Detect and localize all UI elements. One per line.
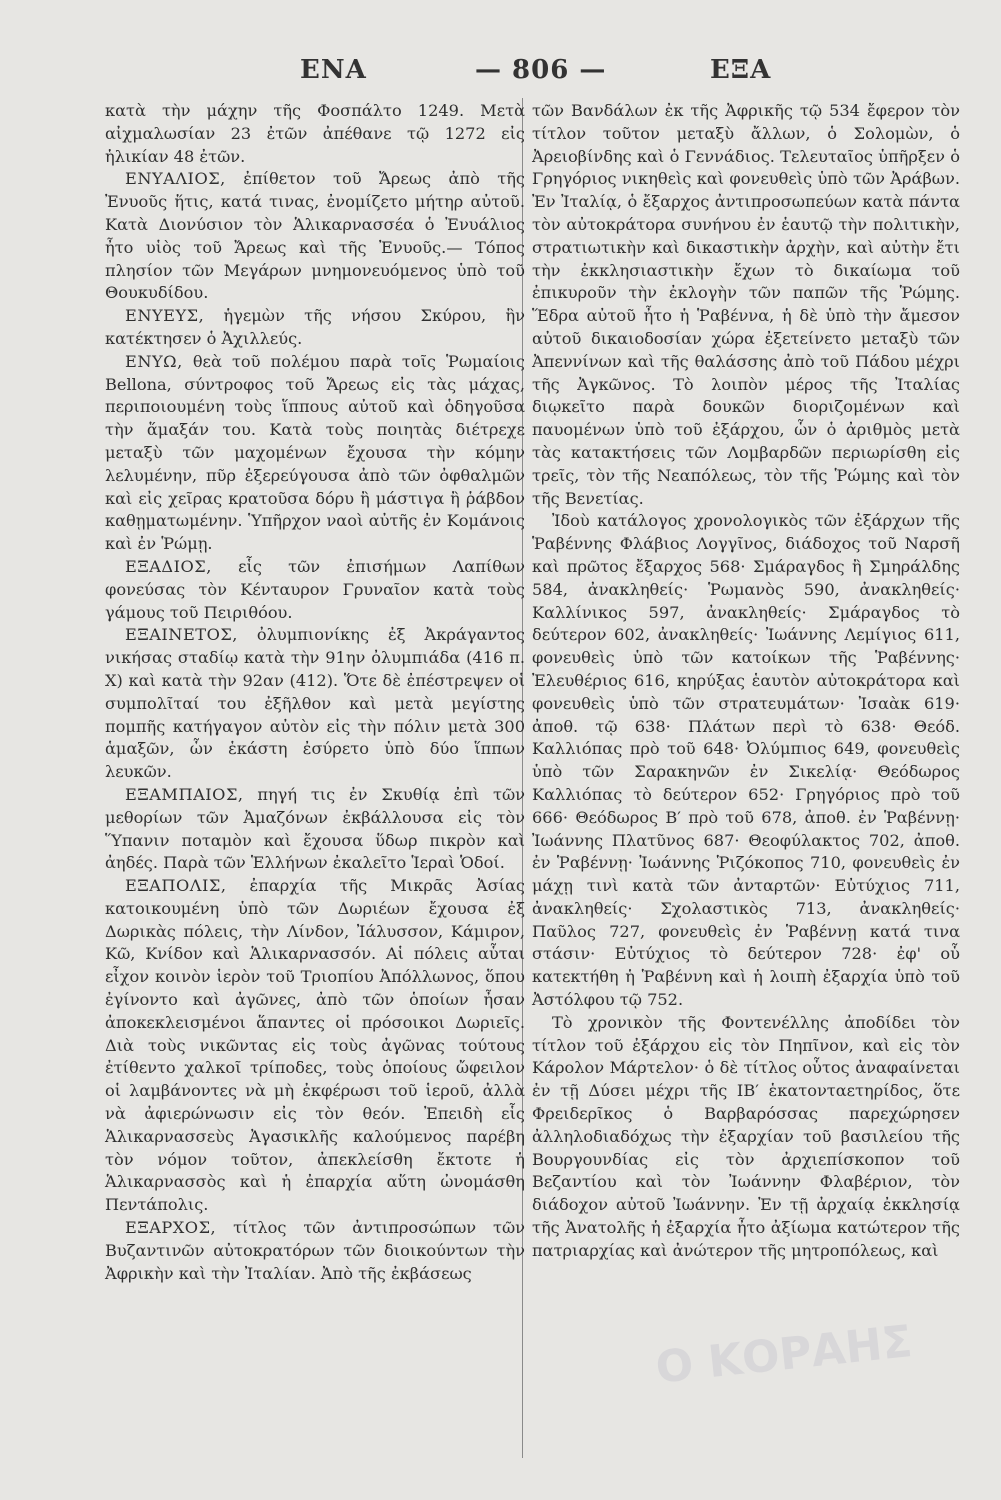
entry-text: τίτλος τῶν ἀντιπροσώπων τῶν Βυζαντινῶν αὐτοκρατόρων τῶν διοικούντων τὴν Ἀφρικὴν καὶ τὴν Ἰταλίαν. Ἀπὸ τῆς ἐκβάσεως: [105, 1218, 525, 1283]
entry-enyo: [105, 351, 525, 556]
entry-text: ἐπαρχία τῆς Μικρᾶς Ἀσίας κατοικουμένη ὑπὸ τῶν Δωριέων ἔχουσα ἐξ Δωρικὰς πόλεις, τὴν Λίνδον, Ἰάλυσσον, Κάμιρον, Κῶ, Κνίδον καὶ Ἁλικαρνασσόν. Αἱ πόλεις αὗται εἶχον κοινὸν ἱερὸν τοῦ Τριοπίου Ἀπόλλωνος, ὅπου ἐγίνοντο καὶ ἀγῶνες, ἀπὸ τῶν ὁποίων ἦσαν ἀποκεκλεισμένοι ἅπαντες οἱ πρόσοικοι Δωριεῖς. Διὰ τοὺς νικῶντας εἰς τοὺς ἀγῶνας τούτους ἐτίθεντο χαλκοῖ τρίποδες, τοὺς ὁποίους ὤφειλον οἱ λαμβάνοντες νὰ μὴ ἐκφέρωσι τοῦ ἱεροῦ, ἀλλὰ νὰ ἀφιερώνωσιν εἰς τὸν θεόν. Ἐπειδὴ εἷς Ἁλικαρνασσεὺς Ἀγασικλῆς καλούμενος παρέβη τὸν νόμον τοῦτον, ἀπεκλείσθη ἔκτοτε ἡ Ἁλικαρνασσὸς καὶ ἡ ἐπαρχία αὕτη ὠνομάσθη Πεντάπολις.: [105, 876, 525, 1215]
page-number: — 806 —: [475, 55, 607, 85]
entry-heading: ΕΝΥΑΛΙΟΣ,: [125, 169, 226, 189]
entry-heading: ΕΞΑΔΙΟΣ,: [125, 556, 212, 576]
entry-exapolis: [105, 875, 525, 1217]
header-left-keyword: ΕΝΑ: [300, 55, 367, 85]
paragraph-exarchs-continued: τῶν Βανδάλων ἐκ τῆς Ἀφρικῆς τῷ 534 ἔφερον τὸν τίτλον τοῦτον μεταξὺ ἄλλων, ὁ Σολομὼν, ὁ Ἀρειοβίνδης καὶ ὁ Γεννάδιος. Τελευταῖος ὑπῆρξεν ὁ Γρηγόριος νικηθεὶς καὶ φονευθεὶς ὑπὸ τῶν Ἀράβων. Ἐν Ἰταλίᾳ, ὁ ἔξαρχος ἀντιπροσωπεύων κατὰ πάντα τὸν αὐτοκράτορα συνήνου ἐν ἑαυτῷ τὴν πολιτικὴν, στρατιωτικὴν καὶ δικαστικὴν ἀρχὴν, καὶ αὐτὴν ἔτι τὴν ἐκκλησιαστικὴν ἔχων τὸ δικαίωμα τοῦ ἐπικυροῦν τὴν ἐκλογὴν τῶν παπῶν τῆς Ῥώμης. Ἕδρα αὐτοῦ ἦτο ἡ Ῥαβέννα, ἡ δὲ ὑπὸ τὴν ἄμεσον αὐτοῦ δικαιοδοσίαν χώρα ἐξετείνετο μεταξὺ τῶν Ἀπεννίνων καὶ τῆς θαλάσσης ἀπὸ τοῦ Πάδου μέχρι τῆς Ἀγκῶνος. Τὸ λοιπὸν μέρος τῆς Ἰταλίας διῳκεῖτο παρὰ δουκῶν διοριζομένων καὶ παυομένων ὑπὸ τοῦ ἐξάρχου, ὧν ὁ ἀριθμὸς μετὰ τὰς κατακτήσεις τῶν Λομβαρδῶν περιωρίσθη εἰς τρεῖς, τὸν τῆς Νεαπόλεως, τὸν τῆς Ῥώμης καὶ τὸν τῆς Βενετίας.: [532, 101, 960, 508]
entry-heading: ΕΝΥΩ,: [125, 351, 183, 371]
entry-heading: ΕΞΑΜΠΑΙΟΣ,: [125, 784, 244, 804]
entry-exainetos: [105, 624, 525, 784]
entry-text: ἐπίθετον τοῦ Ἄρεως ἀπὸ τῆς Ἐνυοῦς ἥτις, κατά τινας, ἐνομίζετο μήτηρ αὐτοῦ. Κατὰ Διονύσιον τὸν Ἁλικαρνασσέα ὁ Ἐνυάλιος ἦτο υἱὸς τοῦ Ἄρεως καὶ τῆς Ἐνυοῦς.— Τόπος πλησίον τῶν Μεγάρων μνημονευόμενος ὑπὸ τοῦ Θουκυδίδου.: [105, 169, 525, 303]
entry-heading: ΕΞΑΠΟΛΙΣ,: [125, 876, 227, 896]
entry-text: ἡγεμὼν τῆς νήσου Σκύρου, ἣν κατέκτησεν ὁ Ἀχιλλεύς.: [105, 306, 525, 348]
paragraph-fontenelle: Τὸ χρονικὸν τῆς Φοντενέλλης ἀποδίδει τὸν τίτλον τοῦ ἐξάρχου εἰς τὸν Πηπῖνον, καὶ εἰς τὸν Κάρολον Μάρτελον· ὁ δὲ τίτλος οὗτος ἀναφαίνεται ἐν τῇ Δύσει μέχρι τῆς ΙΒ′ ἑκατονταετηρίδος, ὅτε Φρειδερῖκος ὁ Βαρβαρόσσας παρεχώρησεν ἀλληλοδιαδόχως τὴν ἐξαρχίαν τοῦ βασιλείου τῆς Βουργουνδίας εἰς τὸν ἀρχιεπίσκοπον τοῦ Βεζαντίου καὶ τὸν Ἰωάννην Φλαβέριον, τὸν διάδοχον αὐτοῦ Ἰωάννην. Ἐν τῇ ἀρχαίᾳ ἐκκλησίᾳ τῆς Ἀνατολῆς ἡ ἐξαρχία ἦτο ἀξίωμα κατώτερον τῆς πατριαρχίας καὶ ἀνώτερον τῆς μητροπόλεως, καὶ: [532, 1012, 960, 1260]
entry-text: κατὰ τὴν μάχην τῆς Φοσπάλτο 1249. Μετὰ αἰχμαλωσίαν 23 ἐτῶν ἀπέθανε τῷ 1272 εἰς ἡλικίαν 48 ἐτῶν.: [105, 101, 525, 166]
header-right-keyword: ΕΞΑ: [710, 55, 772, 85]
entry-text: εἷς τῶν ἐπισήμων Λαπίθων φονεύσας τὸν Κένταυρον Γρυναῖον κατὰ τοὺς γάμους τοῦ Πειριθόου.: [105, 556, 525, 622]
entry-heading: ΕΞΑΙΝΕΤΟΣ,: [125, 625, 238, 645]
left-column: [105, 100, 525, 1285]
entry-text: ὀλυμπιονίκης ἐξ Ἀκράγαντος νικήσας σταδίῳ κατὰ τὴν 91ην ὀλυμπιάδα (416 π. Χ) καὶ κατὰ τὴν 92αν (412). Ὅτε δὲ ἐπέστρεψεν οἱ συμπολῖταί του ἐξῆλθον καὶ μετὰ μεγίστης πομπῆς κατήγαγον αὐτὸν εἰς τὴν πόλιν μετὰ 300 ἁμαξῶν, ὧν ἑκάστη ἐσύρετο ὑπὸ δύο ἵππων λευκῶν.: [105, 625, 525, 782]
right-column: [532, 100, 960, 1263]
entry-text: θεὰ τοῦ πολέμου παρὰ τοῖς Ῥωμαίοις Bellona, σύντροφος τοῦ Ἄρεως εἰς τὰς μάχας, περιποιουμένη τοὺς ἵππους αὐτοῦ καὶ ὁδηγοῦσα τὴν ἅμαξάν του. Κατὰ τοὺς ποιητὰς διέτρεχε μεταξὺ τῶν μαχομένων ἔχουσα τὴν κόμην λελυμένην, πῦρ ἐξερεύγουσα ἀπὸ τῶν ὀφθαλμῶν καὶ εἰς χεῖρας κρατοῦσα δόρυ ἢ μάστιγα ἢ ῥάβδον καθῃματωμένην. Ὑπῆρχον ναοὶ αὐτῆς ἐν Κομάνοις καὶ ἐν Ῥώμῃ.: [105, 351, 525, 554]
running-header: [0, 55, 1001, 95]
entry-enyeus: [105, 305, 525, 351]
entry-heading: ΕΞΑΡΧΟΣ,: [125, 1218, 217, 1238]
entry-enyalios: [105, 168, 525, 305]
entry-text: πηγή τις ἐν Σκυθίᾳ ἐπὶ τῶν μεθορίων τῶν Ἀμαζόνων ἐκβάλλουσα εἰς τὸν Ὕπανιν ποταμὸν καὶ ἔχουσα ὕδωρ πικρὸν καὶ ἀηδές. Παρὰ τῶν Ἑλλήνων ἐκαλεῖτο Ἱεραὶ Ὁδοί.: [105, 784, 525, 873]
entry-heading: ΕΝΥΕΥΣ,: [125, 306, 205, 326]
paragraph-exarch-list: Ἰδοὺ κατάλογος χρονολογικὸς τῶν ἐξάρχων τῆς Ῥαβέννης Φλάβιος Λογγῖνος, διάδοχος τοῦ Ναρσῆ καὶ πρῶτος ἔξαρχος 568· Σμάραγδος ἢ Σμηράλδης 584, ἀνακληθείς· Ῥωμανὸς 590, ἀνακληθείς· Καλλίνικος 597, ἀνακληθείς· Σμάραγδος τὸ δεύτερον 602, ἀνακληθείς· Ἰωάννης Λεμίγιος 611, φονευθεὶς ὑπὸ τῶν κατοίκων τῆς Ῥαβέννης· Ἐλευθέριος 616, κηρύξας ἑαυτὸν αὐτοκράτορα καὶ φονευθεὶς ὑπὸ τῶν στρατευμάτων· Ἰσαὰκ 619· ἀποθ. τῷ 638· Πλάτων περὶ τὸ 638· Θεόδ. Καλλιόπας πρὸ τοῦ 648· Ὀλύμπιος 649, φονευθεὶς ὑπὸ τῶν Σαρακηνῶν ἐν Σικελίᾳ· Θεόδωρος Καλλιόπας τὸ δεύτερον 652· Γρηγόριος πρὸ τοῦ 666· Θεόδωρος Β′ πρὸ τοῦ 678, ἀποθ. ἐν Ῥαβέννῃ· Ἰωάννης Πλατῦνος 687· Θεοφύλακτος 702, ἀποθ. ἐν Ῥαβέννῃ· Ἰωάννης Ῥιζόκοπος 710, φονευθεὶς ἐν μάχῃ τινὶ κατὰ τῶν ἀνταρτῶν· Εὐτύχιος 711, ἀνακληθείς· Σχολαστικὸς 713, ἀνακληθείς· Παῦλος 727, φονευθεὶς ἐν Ῥαβέννῃ κατά τινα στάσιν· Εὐτύχιος τὸ δεύτερον 728· ἐφ' οὗ κατεκτήθη ἡ Ῥαβέννη καὶ ἡ λοιπὴ ἐξαρχία ὑπὸ τοῦ Ἀστόλφου τῷ 752.: [532, 511, 960, 1010]
entry-exampaios: [105, 784, 525, 875]
entry-continuation: [105, 100, 525, 168]
library-watermark: Ο ΚΟΡΑΗΣ: [653, 1316, 915, 1394]
entry-exadios: [105, 556, 525, 624]
entry-exarchos: [105, 1217, 525, 1285]
